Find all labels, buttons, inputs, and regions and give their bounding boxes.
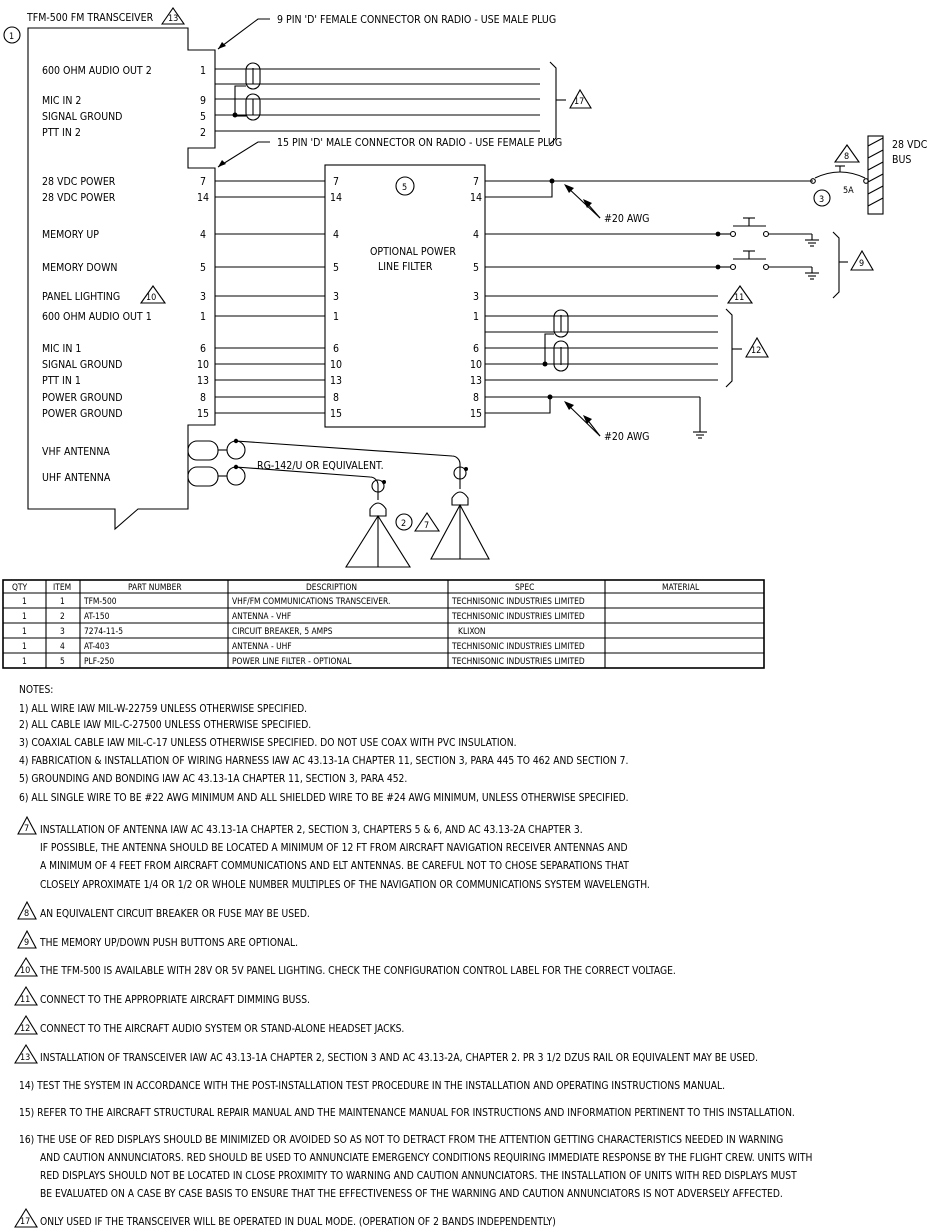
svg-text:5: 5 xyxy=(402,183,408,193)
svg-text:RED DISPLAYS SHOULD NOT BE LOC: RED DISPLAYS SHOULD NOT BE LOCATED IN CLOSE PROXIMITY TO WARNING AND CAUTION ANNUNCIATORS. THE INSTALLATION OF UNITS WITH RED DISPLAYS MUST xyxy=(40,1171,797,1182)
note-6: 6) ALL SINGLE WIRE TO BE #22 AWG MINIMUM AND ALL SHIELDED WIRE TO BE #24 AWG MINIMUM, UNLESS OTHERWISE SPECIFIED. xyxy=(19,793,629,804)
table-row xyxy=(22,611,585,621)
label-power-ground-1: POWER GROUND xyxy=(42,392,123,404)
svg-text:6: 6 xyxy=(333,343,340,355)
pin9-5: 5 xyxy=(200,111,207,123)
svg-text:1: 1 xyxy=(9,32,15,42)
panel-lighting-wiring xyxy=(485,286,752,303)
label-mic-in-1: MIC IN 1 xyxy=(42,343,82,355)
svg-text:16) THE USE OF RED DISPLAYS SH: 16) THE USE OF RED DISPLAYS SHOULD BE MINIMIZED OR AVOIDED SO AS NOT TO DETRACT FROM THE ATTENTION GETTING CHARACTERISTICS NEEDED IN WARNING xyxy=(19,1135,784,1146)
memory-down-button-wiring xyxy=(485,251,819,279)
connector-15pin-leader xyxy=(218,137,562,167)
svg-text:7: 7 xyxy=(424,521,430,531)
svg-text:14: 14 xyxy=(330,192,343,204)
pin15-4: 4 xyxy=(200,229,207,241)
28vdc-bus xyxy=(868,136,927,214)
svg-text:7274-11-5: 7274-11-5 xyxy=(84,626,123,636)
note-7 xyxy=(18,817,650,891)
table-row xyxy=(22,656,585,666)
label-mic-in-2: MIC IN 2 xyxy=(42,95,82,107)
svg-text:DESCRIPTION: DESCRIPTION xyxy=(306,582,357,592)
pin15-14: 14 xyxy=(197,192,210,204)
svg-text:CONNECT TO THE AIRCRAFT AUDIO: CONNECT TO THE AIRCRAFT AUDIO SYSTEM OR STAND-ALONE HEADSET JACKS. xyxy=(40,1024,405,1035)
svg-text:13: 13 xyxy=(330,375,343,387)
svg-text:5A: 5A xyxy=(843,186,854,196)
svg-text:ONLY USED IF THE TRANSCEIVER W: ONLY USED IF THE TRANSCEIVER WILL BE OPERATED IN DUAL MODE. (OPERATION OF 2 BANDS INDEPENDENTLY) xyxy=(40,1217,556,1228)
svg-text:6: 6 xyxy=(473,343,480,355)
note-3: 3) COAXIAL CABLE IAW MIL-C-17 UNLESS OTHERWISE SPECIFIED. DO NOT USE COAX WITH PVC INSULATION. xyxy=(19,738,517,749)
svg-text:8: 8 xyxy=(333,392,340,404)
svg-text:11: 11 xyxy=(734,293,745,303)
label-memory-up: MEMORY UP xyxy=(42,229,99,241)
svg-text:RG-142/U OR EQUIVALENT.: RG-142/U OR EQUIVALENT. xyxy=(257,460,384,472)
note-5: 5) GROUNDING AND BONDING IAW AC 43.13-1A CHAPTER 11, SECTION 3, PARA 452. xyxy=(19,774,408,785)
svg-text:AND CAUTION ANNUNCIATORS. RED: AND CAUTION ANNUNCIATORS. RED SHOULD BE USED TO ANNUNCIATE EMERGENCY CONDITIONS REQUIRING IMMEDIATE RESPONSE BY THE FLIGHT CREW. UNITS WITH xyxy=(40,1153,813,1164)
svg-text:#20 AWG: #20 AWG xyxy=(604,213,650,225)
svg-text:10: 10 xyxy=(146,293,157,303)
pin15-3: 3 xyxy=(200,291,207,303)
pin15-13: 13 xyxy=(197,375,210,387)
svg-text:12: 12 xyxy=(751,346,762,356)
svg-text:MATERIAL: MATERIAL xyxy=(662,582,700,592)
svg-text:IF POSSIBLE, THE ANTENNA SHOUL: IF POSSIBLE, THE ANTENNA SHOULD BE LOCATED A MINIMUM OF 12 FT FROM AIRCRAFT NAVIGATION RECEIVER ANTENNAS AND xyxy=(40,843,628,854)
label-memory-down: MEMORY DOWN xyxy=(42,262,118,274)
filter-left-pins xyxy=(330,176,342,420)
svg-text:TECHNISONIC INDUSTRIES LIMITED: TECHNISONIC INDUSTRIES LIMITED xyxy=(452,611,585,621)
label-audio-out-1: 600 OHM AUDIO OUT 1 xyxy=(42,311,152,323)
power-ground-wiring xyxy=(485,395,707,444)
svg-text:#20 AWG: #20 AWG xyxy=(604,431,650,443)
svg-text:BUS: BUS xyxy=(892,154,912,166)
note-17 xyxy=(15,1209,556,1228)
svg-text:BE EVALUATED ON A CASE BY CASE: BE EVALUATED ON A CASE BY CASE BASIS TO ENSURE THAT THE EFFECTIVENESS OF THE WARNING AND CAUTION ANNUNCIATORS IS NOT ADVERSELY AFFECTED. xyxy=(40,1189,783,1200)
svg-text:1: 1 xyxy=(22,656,27,666)
dual-mode-wires xyxy=(215,62,591,144)
label-audio-out-2: 600 OHM AUDIO OUT 2 xyxy=(42,65,152,77)
svg-text:14: 14 xyxy=(470,192,483,204)
svg-text:TFM-500: TFM-500 xyxy=(84,596,117,606)
radio-to-filter-wires xyxy=(215,181,325,413)
svg-text:4: 4 xyxy=(473,229,480,241)
filter-label-1: OPTIONAL POWER xyxy=(370,246,456,258)
svg-text:TECHNISONIC INDUSTRIES LIMITED: TECHNISONIC INDUSTRIES LIMITED xyxy=(452,641,585,651)
note-4: 4) FABRICATION & INSTALLATION OF WIRING HARNESS IAW AC 43.13-1A CHAPTER 11, SECTION 3, PARA 445 TO 462 AND SECTION 7. xyxy=(19,756,629,767)
power-line-filter xyxy=(325,165,485,427)
parts-table xyxy=(3,580,764,668)
circuit-breaker xyxy=(811,145,869,206)
note-14: 14) TEST THE SYSTEM IN ACCORDANCE WITH THE POST-INSTALLATION TEST PROCEDURE IN THE INSTALLATION AND OPERATING INSTRUCTIONS MANUAL. xyxy=(19,1081,725,1092)
svg-text:12: 12 xyxy=(20,1024,31,1034)
audio-1-wiring xyxy=(485,309,768,387)
svg-text:ANTENNA - VHF: ANTENNA - VHF xyxy=(232,611,292,621)
svg-text:TECHNISONIC INDUSTRIES LIMITED: TECHNISONIC INDUSTRIES LIMITED xyxy=(452,596,585,606)
svg-text:9: 9 xyxy=(24,938,30,948)
svg-text:13: 13 xyxy=(168,14,179,24)
svg-text:CIRCUIT BREAKER, 5 AMPS: CIRCUIT BREAKER, 5 AMPS xyxy=(232,626,333,636)
table-row xyxy=(22,641,585,651)
label-vhf-antenna: VHF ANTENNA xyxy=(42,446,110,458)
panel-lighting-note-flag xyxy=(141,286,165,303)
label-panel-lighting: PANEL LIGHTING xyxy=(42,291,121,303)
svg-text:1: 1 xyxy=(22,596,27,606)
svg-text:POWER LINE FILTER - OPTIONAL: POWER LINE FILTER - OPTIONAL xyxy=(232,656,352,666)
svg-text:CONNECT TO THE APPROPRIATE AIR: CONNECT TO THE APPROPRIATE AIRCRAFT DIMMING BUSS. xyxy=(40,995,310,1006)
pin15-1: 1 xyxy=(200,311,207,323)
svg-text:15: 15 xyxy=(330,408,343,420)
svg-text:QTY: QTY xyxy=(12,582,28,592)
pin15-7: 7 xyxy=(200,176,207,188)
pin15-10: 10 xyxy=(197,359,210,371)
pin15-6: 6 xyxy=(200,343,207,355)
pin15-15: 15 xyxy=(197,408,210,420)
power-wiring xyxy=(485,179,813,226)
svg-text:1: 1 xyxy=(22,641,27,651)
svg-text:ANTENNA - UHF: ANTENNA - UHF xyxy=(232,641,292,651)
svg-text:8: 8 xyxy=(844,152,850,162)
memory-buttons-callout xyxy=(833,232,873,298)
note-2: 2) ALL CABLE IAW MIL-C-27500 UNLESS OTHERWISE SPECIFIED. xyxy=(19,720,312,731)
note-11 xyxy=(15,987,310,1006)
filter-item-balloon xyxy=(396,177,414,195)
svg-text:THE TFM-500 IS AVAILABLE WITH: THE TFM-500 IS AVAILABLE WITH 28V OR 5V PANEL LIGHTING. CHECK THE CONFIGURATION CONTROL LABEL FOR THE CORRECT VOLTAGE. xyxy=(40,966,676,977)
svg-text:10: 10 xyxy=(330,359,343,371)
svg-text:SPEC: SPEC xyxy=(515,582,535,592)
svg-text:2: 2 xyxy=(401,519,407,529)
note-1: 1) ALL WIRE IAW MIL-W-22759 UNLESS OTHERWISE SPECIFIED. xyxy=(19,704,308,715)
svg-text:AT-150: AT-150 xyxy=(84,611,110,621)
svg-text:5: 5 xyxy=(60,656,65,666)
pin9-9: 9 xyxy=(200,95,207,107)
svg-text:8: 8 xyxy=(24,909,30,919)
memory-up-button-wiring xyxy=(485,218,819,246)
svg-text:4: 4 xyxy=(333,229,340,241)
note-12 xyxy=(15,1016,404,1035)
svg-text:13: 13 xyxy=(20,1053,31,1063)
svg-text:10: 10 xyxy=(470,359,483,371)
label-ptt-in-2: PTT IN 2 xyxy=(42,127,81,139)
svg-text:THE MEMORY UP/DOWN PUSH BUTTON: THE MEMORY UP/DOWN PUSH BUTTONS ARE OPTIONAL. xyxy=(40,938,299,949)
svg-text:8: 8 xyxy=(473,392,480,404)
pin9-1: 1 xyxy=(200,65,207,77)
svg-text:15: 15 xyxy=(470,408,483,420)
svg-text:INSTALLATION OF ANTENNA IAW AC: INSTALLATION OF ANTENNA IAW AC 43.13-1A CHAPTER 2, SECTION 3, CHAPTERS 5 & 6, AND AC 43.13-2A CHAPTER 3. xyxy=(40,825,583,836)
note-15: 15) REFER TO THE AIRCRAFT STRUCTURAL REPAIR MANUAL AND THE MAINTENANCE MANUAL FOR INSTRUCTIONS AND INFORMATION PERTINENT TO THIS INSTALLATION. xyxy=(19,1108,795,1119)
svg-text:28 VDC: 28 VDC xyxy=(892,139,927,151)
svg-text:11: 11 xyxy=(20,995,31,1005)
diagram-title: TFM-500 FM TRANSCEIVER xyxy=(27,12,154,24)
svg-text:10: 10 xyxy=(20,966,31,976)
note-13 xyxy=(15,1045,758,1064)
svg-text:9 PIN 'D' FEMALE CONNECTOR ON: 9 PIN 'D' FEMALE CONNECTOR ON RADIO - USE MALE PLUG xyxy=(277,14,557,26)
note-8 xyxy=(18,902,310,920)
svg-text:15 PIN 'D' MALE CONNECTOR ON R: 15 PIN 'D' MALE CONNECTOR ON RADIO - USE FEMALE PLUG xyxy=(277,137,563,149)
notes-heading: NOTES: xyxy=(19,685,54,696)
svg-text:3: 3 xyxy=(473,291,480,303)
note-9 xyxy=(18,931,298,949)
svg-text:INSTALLATION OF TRANSCEIVER IA: INSTALLATION OF TRANSCEIVER IAW AC 43.13-1A CHAPTER 2, SECTION 3 AND AC 43.13-2A, CHAPTER 2. PR 3 1/2 DZUS RAIL OR EQUIVALENT MAY BE USED. xyxy=(40,1053,758,1064)
svg-text:AT-403: AT-403 xyxy=(84,641,110,651)
filter-label-2: LINE FILTER xyxy=(378,261,433,273)
table-row xyxy=(22,596,585,606)
label-28vdc-power-2: 28 VDC POWER xyxy=(42,192,116,204)
svg-text:7: 7 xyxy=(24,824,30,834)
connector-9pin-leader xyxy=(218,14,556,49)
pin9-2: 2 xyxy=(200,127,207,139)
vhf-antenna xyxy=(431,492,489,559)
pin15-8: 8 xyxy=(200,392,207,404)
label-power-ground-2: POWER GROUND xyxy=(42,408,123,420)
svg-text:PART NUMBER: PART NUMBER xyxy=(128,582,182,592)
label-signal-ground-1: SIGNAL GROUND xyxy=(42,359,123,371)
note-16 xyxy=(19,1135,812,1200)
label-ptt-in-1: PTT IN 1 xyxy=(42,375,81,387)
svg-text:17: 17 xyxy=(20,1217,31,1227)
svg-text:CLOSELY APROXIMATE 1/4 OR 1/2: CLOSELY APROXIMATE 1/4 OR 1/2 OR WHOLE NUMBER MULTIPLES OF THE NAVIGATION OR COMMUNICATIONS SYSTEM WAVELENGTH. xyxy=(40,880,650,891)
uhf-antenna xyxy=(346,503,410,567)
note-10 xyxy=(15,958,676,977)
svg-text:PLF-250: PLF-250 xyxy=(84,656,115,666)
label-signal-ground-2: SIGNAL GROUND xyxy=(42,111,123,123)
svg-text:AN EQUIVALENT CIRCUIT BREAKER: AN EQUIVALENT CIRCUIT BREAKER OR FUSE MAY BE USED. xyxy=(40,909,310,920)
svg-text:7: 7 xyxy=(333,176,340,188)
svg-text:5: 5 xyxy=(333,262,340,274)
svg-text:ITEM: ITEM xyxy=(53,582,72,592)
antenna-callouts xyxy=(396,513,439,531)
filter-right-pins xyxy=(470,176,482,420)
svg-text:5: 5 xyxy=(473,262,480,274)
svg-text:TECHNISONIC INDUSTRIES LIMITED: TECHNISONIC INDUSTRIES LIMITED xyxy=(452,656,585,666)
svg-text:3: 3 xyxy=(60,626,65,636)
label-28vdc-power-1: 28 VDC POWER xyxy=(42,176,116,188)
svg-text:7: 7 xyxy=(473,176,480,188)
radio-item-balloon xyxy=(4,27,20,43)
svg-text:3: 3 xyxy=(333,291,340,303)
svg-text:2: 2 xyxy=(60,611,65,621)
svg-text:1: 1 xyxy=(22,611,27,621)
svg-text:1: 1 xyxy=(333,311,340,323)
svg-text:3: 3 xyxy=(819,195,825,205)
antenna-coax xyxy=(188,439,468,500)
svg-text:4: 4 xyxy=(60,641,65,651)
svg-text:13: 13 xyxy=(470,375,483,387)
label-uhf-antenna: UHF ANTENNA xyxy=(42,472,111,484)
svg-text:A MINIMUM OF 4 FEET FROM AIRCR: A MINIMUM OF 4 FEET FROM AIRCRAFT COMMUNICATIONS AND ELT ANTENNAS. BE CAREFUL NOT TO CHOSE SEPARATIONS THAT xyxy=(40,861,629,872)
svg-text:17: 17 xyxy=(574,97,585,107)
pin15-5: 5 xyxy=(200,262,207,274)
table-row xyxy=(22,626,486,636)
svg-text:1: 1 xyxy=(473,311,480,323)
svg-text:9: 9 xyxy=(859,259,865,269)
svg-text:VHF/FM COMMUNICATIONS TRANSCEI: VHF/FM COMMUNICATIONS TRANSCEIVER. xyxy=(232,596,391,606)
svg-text:1: 1 xyxy=(60,596,65,606)
title-note-flag xyxy=(162,8,184,24)
svg-text:1: 1 xyxy=(22,626,27,636)
svg-text:KLIXON: KLIXON xyxy=(458,626,486,636)
notes-section xyxy=(15,685,812,1228)
